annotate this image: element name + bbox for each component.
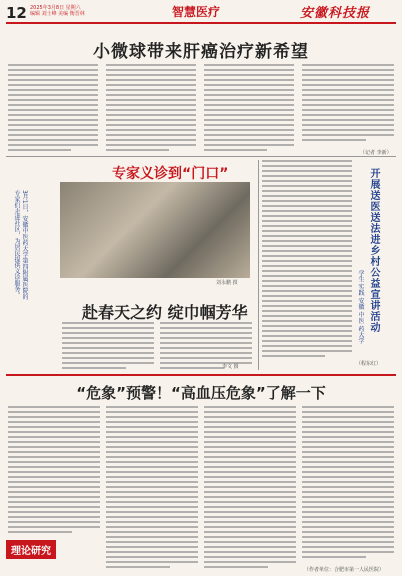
top-article-col-4	[302, 64, 394, 144]
divider-bottom	[6, 374, 396, 376]
top-article-byline: （记者 李新）	[360, 150, 392, 156]
issue-meta	[30, 5, 85, 17]
right-article-title: 开展送医送法进乡村公益宣讲活动	[368, 168, 379, 333]
top-article-title: 小微球带来肝癌治疗新希望	[93, 42, 309, 62]
right-article-text	[262, 160, 352, 360]
bottom-article-col-1	[8, 406, 100, 536]
photo-credit: 刘永鹏 摄	[216, 280, 238, 286]
page-number: 12	[6, 4, 27, 22]
bottom-article-col-4	[302, 406, 394, 561]
top-article-col-3	[204, 64, 294, 154]
right-article-kicker: 学生 实践 安徽 中医 药大学	[357, 270, 364, 344]
event-photo-credit: 李文 摄	[222, 364, 239, 370]
divider-top	[6, 156, 396, 157]
section-title: 智慧医疗	[172, 5, 221, 19]
doctor-side-caption: 3月1日，安徽中医药大学第四附属医院的专家们走进社区，为居民提供义诊服务。	[13, 190, 28, 300]
bottom-article-footer: （作者单位：合肥市第一人民医院）	[304, 567, 385, 573]
event-article-col-1	[62, 322, 154, 372]
right-article-byline: （程东红）	[356, 361, 382, 367]
bottom-article-col-2	[106, 406, 198, 571]
top-article-col-1	[8, 64, 98, 154]
issue-date: 2025年3月8日 星期六	[30, 5, 81, 11]
volunteer-clinic-photo	[60, 182, 250, 278]
right-column-rule	[258, 160, 259, 370]
event-headline: 赴春天之约 绽巾帼芳华	[82, 303, 248, 322]
top-article-col-2	[106, 64, 196, 154]
header-rule	[6, 22, 396, 24]
bottom-article-title: “危象”预警！“高血压危象”了解一下	[76, 384, 326, 402]
bottom-article-col-3	[204, 406, 296, 571]
doctor-article-title: 专家义诊到“门口”	[112, 166, 229, 182]
theory-research-tag: 理论研究	[6, 540, 56, 559]
issue-editors: 编辑 刘士峰 美编 衡晋林	[30, 11, 85, 17]
newspaper-logo: 安徽科技报	[300, 6, 371, 21]
